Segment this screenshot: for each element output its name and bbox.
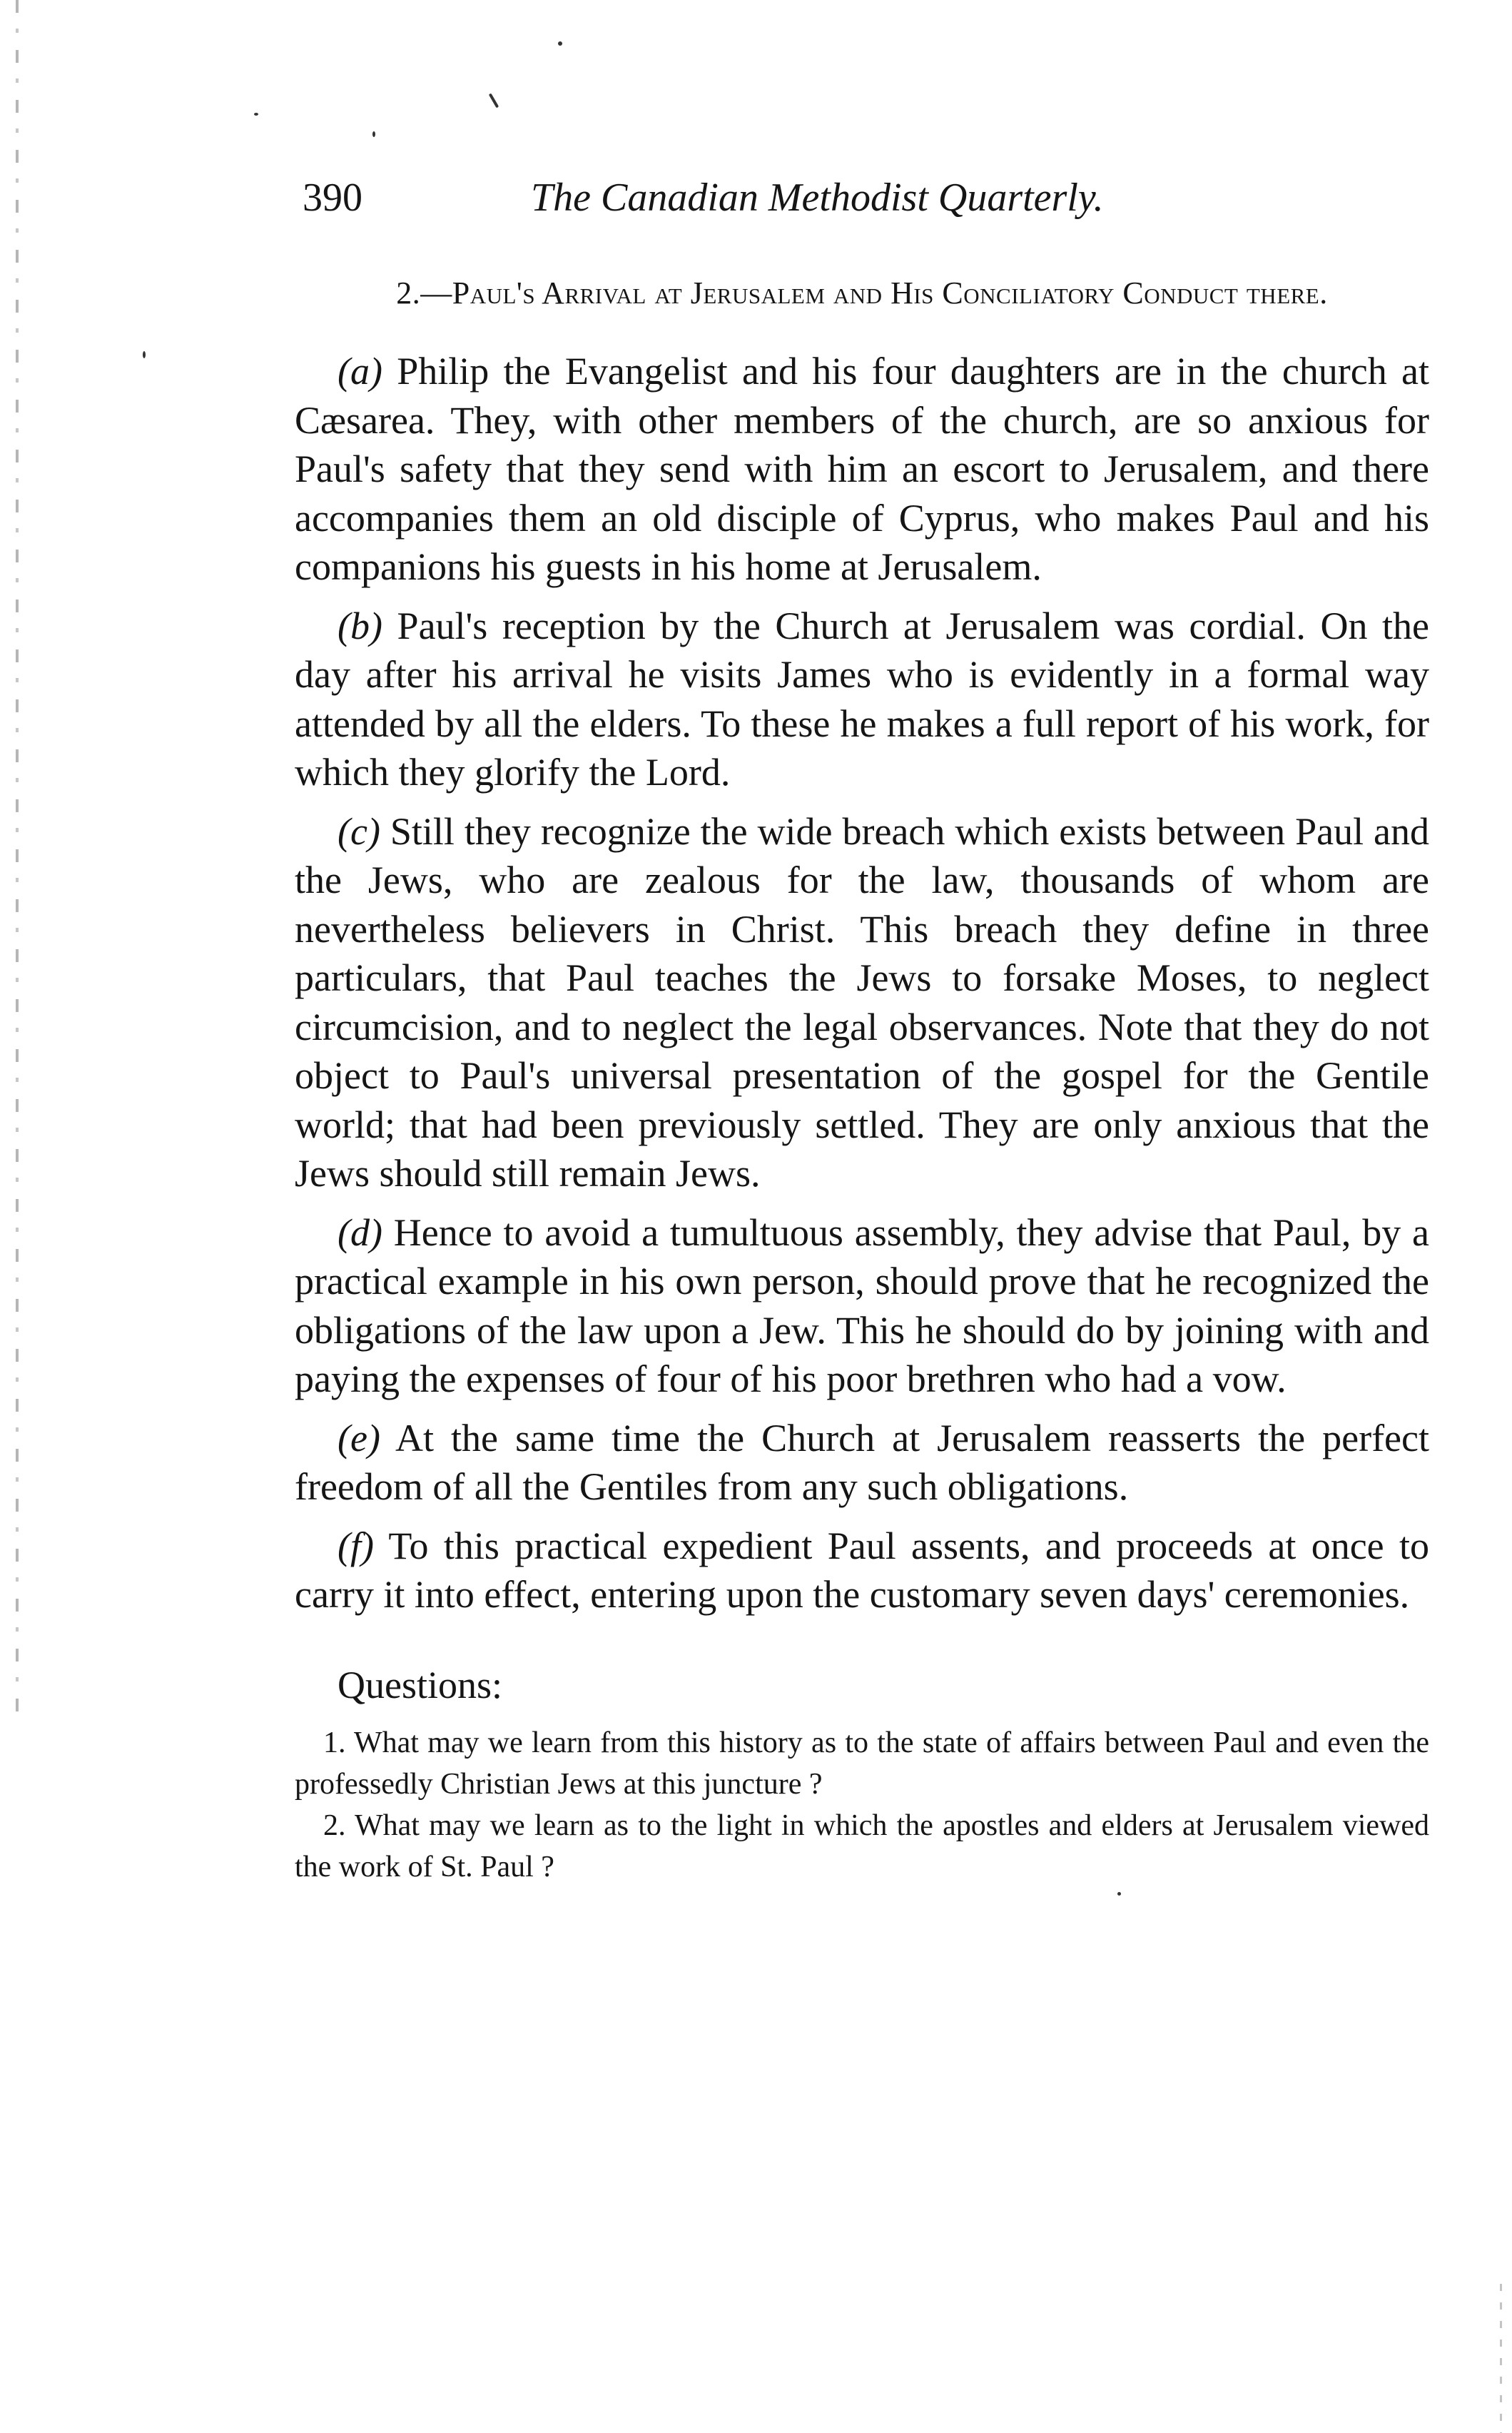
page-number: 390 [303,176,362,220]
paragraph-label: (e) [338,1416,380,1460]
paragraph-f [295,1522,1429,1619]
paragraph-label: (a) [338,350,382,393]
paragraph-text: To this practical expedient Paul assents, and proceeds at once to carry it into effect, entering upon the customary seven days' ceremonies. [295,1524,1429,1616]
paragraph-label: (c) [338,809,380,853]
article-body [295,270,1429,1888]
section-heading: 2.—Paul's Arrival at Jerusalem and His Conciliatory Conduct there. [396,275,1328,310]
question-item: 2. What may we learn as to the light in which the apostles and elders at Jerusalem viewed the work of St. Paul ? [295,1809,1429,1883]
scan-speck [372,131,375,137]
paragraph-c [295,807,1429,1198]
running-title: The Canadian Methodist Quarterly. [531,176,1104,220]
right-edge-marks [1500,2284,1502,2433]
paragraph-text: Paul's reception by the Church at Jerusalem was cordial. On the day after his arrival he visits James who is evidently in a formal way attended by all the elders. To these he makes a full report of his work, for which they glorify the Lord. [295,604,1429,794]
questions-heading: Questions: [338,1663,503,1706]
scan-speck [254,113,258,116]
question-item: 1. What may we learn from this history as to the state of affairs between Paul and even the professedly Christian Jews at this juncture ? [295,1726,1429,1801]
paragraph-text: Hence to avoid a tumultuous assembly, they advise that Paul, by a practical example in his own person, should prove that he recognized the obligations of the law upon a Jew. This he should do by joining with and paying the expenses of four of his poor brethren who had a vow. [295,1210,1429,1400]
page-header [303,166,1213,230]
paragraph-d [295,1208,1429,1404]
paragraph-label: (b) [338,604,382,647]
scan-speck [1117,1892,1121,1896]
scan-speck [558,41,562,46]
scan-speck [143,351,146,358]
paragraph-b [295,602,1429,797]
paragraph-text: Still they recognize the wide breach which exists between Paul and the Jews, who are zealous for the law, thousands of whom are nevertheless believers in Christ. This breach they define in three particulars, that Paul teaches the Jews to forsake Moses, to neglect circumcision, and to neglect the legal observances. Note that they do not object to Paul's universal presentation of the gospel for the Gentile world; that had been previously settled. They are only anxious that the Jews should still remain Jews. [295,809,1429,1195]
paragraph-a [295,347,1429,592]
scan-speck [489,93,499,108]
paragraph-label: (d) [338,1210,382,1254]
paragraph-text: At the same time the Church at Jerusalem reasserts the perfect freedom of all the Gentiles from any such obligations. [295,1416,1429,1508]
paragraph-e [295,1414,1429,1512]
binding-edge-marks [16,0,19,1713]
paragraph-label: (f) [338,1524,374,1567]
paragraph-text: Philip the Evangelist and his four daughters are in the church at Cæsarea. They, with other members of the church, are so anxious for Paul's safety that they send with him an escort to Jerusalem, and there accompanies them an old disciple of Cyprus, who makes Paul and his companions his guests in his home at Jerusalem. [295,350,1429,588]
